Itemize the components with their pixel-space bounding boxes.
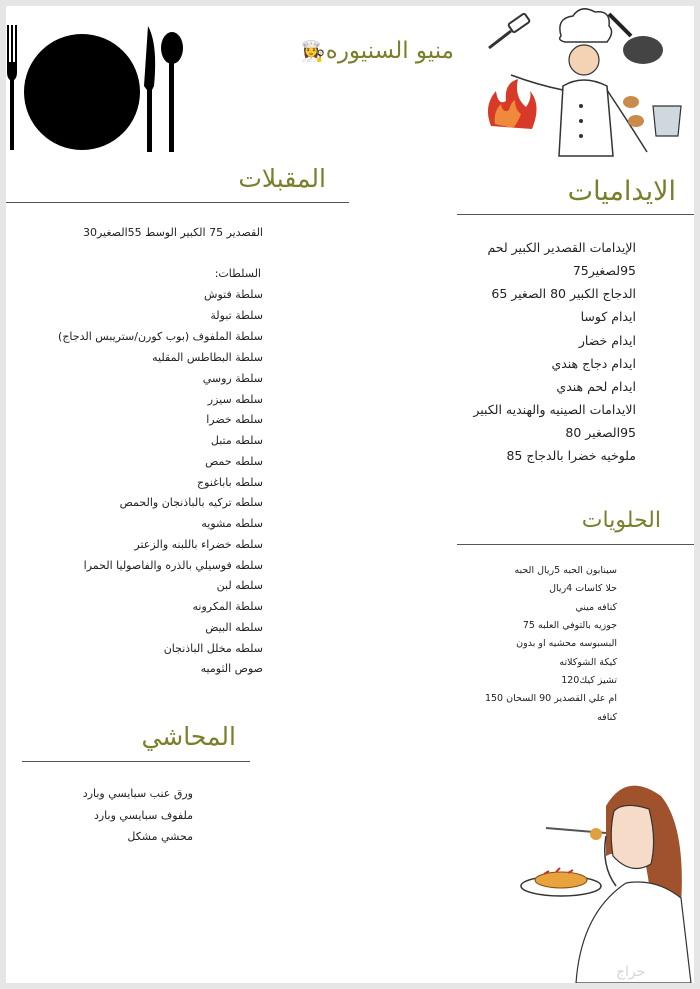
watermark: حراج <box>616 964 646 980</box>
list-item: سلطه باباغنوج <box>197 476 263 489</box>
list-item: سينابون الحبه 5ريال الحبه <box>514 565 617 576</box>
list-item: سلطة فتوش <box>204 288 263 301</box>
list-item: البسبوسه محشيه او بدون <box>516 638 617 649</box>
list-item: الايدامات الصينيه والهنديه الكبير <box>473 402 636 417</box>
list-item: ملوخيه خضرا بالدجاج 85 <box>506 448 636 463</box>
list-item: سلطه متبل <box>210 434 263 447</box>
list-item: سلطة روسي <box>202 372 263 385</box>
list-item: ايدام دجاج هندي <box>551 356 636 371</box>
menu-title: منيو السنيوره <box>325 38 454 64</box>
stuffed-title: المحاشي <box>141 722 236 751</box>
woman-eating-illustration <box>506 776 694 983</box>
list-item: ايدام خضار <box>578 333 636 348</box>
list-item: الإيدامات القصدير الكبير لحم <box>487 240 636 255</box>
list-item: السلطات: <box>214 267 261 280</box>
list-item: تشيز كيك120 <box>561 675 617 686</box>
stuffed-divider <box>22 761 250 762</box>
list-item: سلطه خضرا <box>206 413 263 426</box>
list-item: 95الصغير 80 <box>565 425 636 440</box>
list-item: ايدام كوسا <box>580 309 636 324</box>
list-item: 95لصغير75 <box>572 263 636 278</box>
stews-divider <box>457 214 694 215</box>
list-item: صوص الثوميه <box>200 662 263 675</box>
list-item: كنافه <box>597 712 617 723</box>
list-item: سلطه تركيه بالباذنجان والحمص <box>119 496 263 509</box>
menu-page <box>6 6 694 983</box>
list-item: كيكة الشوكلاته <box>559 657 617 668</box>
list-item: كنافه ميني <box>575 602 617 613</box>
list-item: سلطه سيزر <box>207 393 263 406</box>
list-item: ايدام لحم هندي <box>556 379 636 394</box>
list-item: سلطه فوسيلي بالذره والفاصوليا الحمرا <box>83 559 263 572</box>
list-item: محشي مشكل <box>127 830 193 843</box>
list-item: سلطه لبن <box>216 579 263 592</box>
list-item: سلطه مخلل الباذنجان <box>163 642 263 655</box>
list-item: الدجاج الكبير 80 الصغير 65 <box>491 286 636 301</box>
list-item: سلطة تبولة <box>210 309 263 322</box>
appetizers-divider <box>6 202 349 203</box>
list-item: سلطه البيض <box>205 621 263 634</box>
plate-cutlery-icon <box>6 20 186 155</box>
appetizers-title: المقبلات <box>238 164 326 193</box>
list-item: سلطه مشويه <box>201 517 263 530</box>
list-item: سلطه خضراء باللبنه والزعتر <box>134 538 263 551</box>
menu-title-row <box>234 38 454 64</box>
list-item: ام علي القصدير 90 السحان 150 <box>484 693 617 704</box>
list-item: حلا كاسات 4ريال <box>549 583 617 594</box>
list-item: ورق عنب سبايسي وبارد <box>82 787 193 800</box>
list-item: القصدير 75 الكبير الوسط 55الصغير30 <box>82 226 263 239</box>
desserts-divider <box>457 544 694 545</box>
chef-emoji-icon: 👩‍🍳 <box>300 39 326 63</box>
list-item: سلطة المكرونه <box>192 600 263 613</box>
list-item: سلطة الملفوف (بوب كورن/ستريبس الدجاج) <box>58 330 263 343</box>
list-item: جوزيه بالتوفي العلبه 75 <box>522 620 617 631</box>
stews-title: الايداميات <box>567 176 676 207</box>
desserts-title: الحلويات <box>581 508 661 533</box>
list-item: ملفوف سبايسي وبارد <box>93 809 193 822</box>
list-item: سلطة البطاطس المقليه <box>152 351 263 364</box>
list-item: سلطه حمص <box>205 455 263 468</box>
chef-illustration <box>481 6 691 166</box>
